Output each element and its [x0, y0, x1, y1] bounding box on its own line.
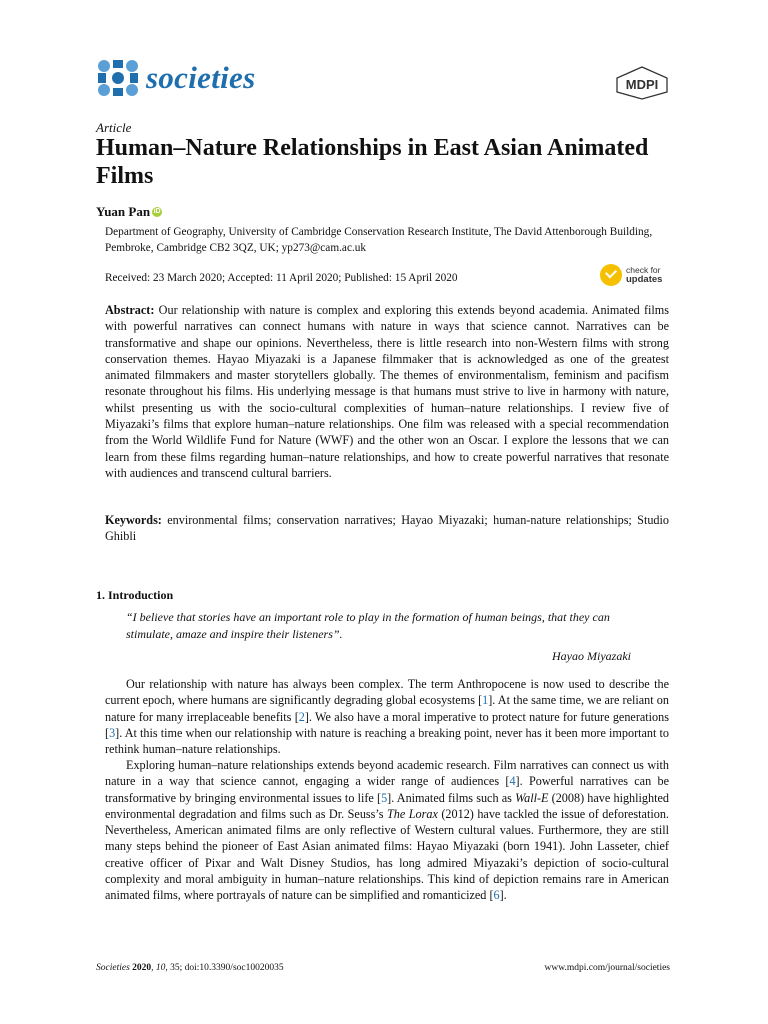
- affiliation: Department of Geography, University of Cambridge Conservation Research Institute, The David Attenborough Building, Pembroke, Cambridge CB2 3QZ, UK; yp273@cam.ac.uk: [105, 226, 653, 254]
- keywords: [105, 512, 669, 545]
- author-line: [96, 204, 162, 220]
- author-name[interactable]: Yuan Pan: [96, 204, 151, 219]
- article-type: Article: [96, 120, 132, 135]
- abstract-text: Our relationship with nature is complex and exploring this extends beyond academia. Animated films with powerful narratives can connect humans with nature in ways that science cannot. Narratives can be transformative and shape our opinions. Nevertheless, there is little research into non-Western films with strong conservation themes. Hayao Miyazaki is a Japanese filmmaker that is acknowledged as one of the greatest animated filmmakers and master storytellers globally. The themes of environmentalism, feminism and pacifism resonate throughout his films. His underlying message is that humans must strive to live in harmony with nature, whilst presenting us with the socio-cultural complexities of human–nature relationships. I review five of Miyazaki’s films that explore human–nature relationships. One film was released with a special recommendation from the World Wildlife Fund for Nature (WWF) and the other won an Oscar. I explore the lessons that we can learn from these films regarding human–nature relationships, and how to create powerful narratives that resonate with audiences and transcend cultural barriers.: [105, 303, 669, 480]
- article-title: Human–Nature Relationships in East Asian Animated Films: [96, 135, 649, 189]
- societies-logo-icon: [96, 58, 140, 98]
- epigraph-quote: “I believe that stories have an important role to play in the formation of human beings, that they can stimulate, amaze and inspire their listeners”.: [126, 610, 610, 641]
- keywords-text: environmental films; conservation narratives; Hayao Miyazaki; human-nature relationships; Studio Ghibli: [105, 513, 670, 544]
- film-title: The Lorax: [387, 806, 438, 821]
- citation-link[interactable]: 4: [509, 774, 516, 789]
- citation-link[interactable]: 2: [298, 709, 305, 724]
- abstract-label: Abstract:: [105, 303, 155, 317]
- check-for-updates-button[interactable]: [600, 262, 672, 288]
- publication-dates: Received: 23 March 2020; Accepted: 11 April 2020; Published: 15 April 2020: [105, 272, 458, 284]
- citation-link[interactable]: 6: [493, 888, 500, 903]
- citation-link[interactable]: 1: [482, 693, 489, 708]
- publisher-name: MDPI: [625, 77, 659, 92]
- film-title: Wall-E: [515, 790, 549, 805]
- citation-link[interactable]: 3: [109, 725, 116, 740]
- keywords-label: Keywords:: [105, 513, 162, 527]
- epigraph-author: Hayao Miyazaki: [552, 649, 631, 663]
- section-heading: 1. Introduction: [96, 588, 174, 602]
- citation-link[interactable]: 5: [381, 790, 388, 805]
- journal-name: societies: [146, 60, 256, 95]
- body-paragraph-1: Our relationship with nature has always been complex. The term Anthropocene is now used to describe the current epoch, where humans are significantly degrading global ecosystems [1]. At the same time, we are reliant on nature for many irreplaceable benefits [2]. We also have a moral imperative to protect nature for future generations [3]. At this time when our relationship with nature is reaching a breaking point, never has it been more important to rethink human–nature relationships.: [105, 677, 669, 757]
- check-for-updates-icon: [600, 264, 622, 286]
- orcid-icon[interactable]: iD: [153, 208, 161, 215]
- body-paragraph-2: Exploring human–nature relationships extends beyond academic research. Film narratives can connect us with nature in a way that science cannot, engaging a wider range of audiences [4]. Powerful narratives can be transformative by bringing environmental issues to life [5]. Animated films such as Wall-E (2008) have highlighted environmental degradation and films such as Dr. Seuss’s The Lorax (2012) have tackled the issue of deforestation. Nevertheless, American animated films are only reflective of Western cultural values. Furthermore, they are still many steps behind the pioneer of East Asian animated films: Hayao Miyazaki (born 1941). John Lasseter, chief creative officer of Pixar and Walt Disney Studios, has long admired Miyazaki’s depiction of socio-cultural complexity and moral ambiguity in human–nature relationships. This kind of depiction remains rare in American animated films, where portrayals of nature can be simplified and romanticized [6].: [105, 758, 670, 903]
- mdpi-logo-icon: [614, 66, 670, 100]
- abstract: [105, 302, 669, 481]
- footer-journal-url[interactable]: www.mdpi.com/journal/societies: [544, 963, 670, 973]
- check-for-updates-label: check for updates: [626, 265, 663, 285]
- footer-citation: Societies 2020, 10, 35; doi:10.3390/soc10020035: [96, 963, 284, 973]
